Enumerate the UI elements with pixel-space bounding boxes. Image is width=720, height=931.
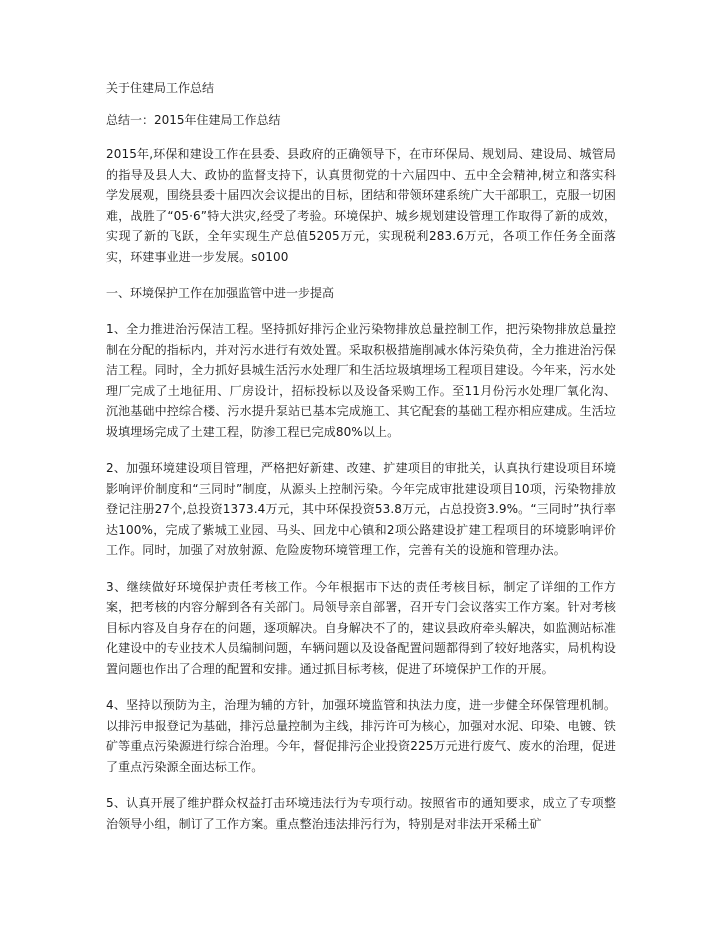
- item-paragraph-4: 4、坚持以预防为主，治理为辅的方针，加强环境监管和执法力度，进一步健全环保管理机制。以排污申报登记为基础，排污总量控制为主线，排污许可为核心，加强对水泥、印染、电镀、铁矿等重点污染源进行综合治理。今年，督促排污企业投资225万元进行废气、废水的治理，促进了重点污染源全面达标工作。: [106, 698, 616, 774]
- item-paragraph-2: 2、加强环境建设项目管理，严格把好新建、改建、扩建项目的审批关，认真执行建设项目环境影响评价制度和“三同时”制度，从源头上控制污染。今年完成审批建设项目10项，污染物排放登记注册27个,总投资1373.4万元，其中环保投资53.8万元，占总投资3.9%。“三同时”执行率达100%，完成了紫城工业园、马头、回龙中心镇和2项公路建设扩建工程项目的环境影响评价工作。同时，加强了对放射源、危险废物环境管理工作，完善有关的设施和管理办法。: [106, 461, 616, 557]
- document-page: [106, 78, 616, 834]
- item-paragraph-3: 3、继续做好环境保护责任考核工作。今年根据市下达的责任考核目标，制定了详细的工作方案，把考核的内容分解到各有关部门。局领导亲自部署，召开专门会议落实工作方案。针对考核目标内容及自身存在的问题，逐项解决。自身解决不了的，建议县政府牵头解决，如监测站标准化建设中的专业技术人员编制问题，车辆问题以及设备配置问题都得到了较好地落实，局机构设置问题也作出了合理的配置和安排。通过抓目标考核，促进了环境保护工作的开展。: [106, 579, 616, 676]
- section-heading-environment: 一、环境保护工作在加强监管中进一步提高: [106, 286, 335, 300]
- item-paragraph-5: 5、认真开展了维护群众权益打击环境违法行为专项行动。按照省市的通知要求，成立了专项整治领导小组，制订了工作方案。重点整治违法排污行为，特别是对非法开采稀土矿: [106, 796, 616, 831]
- item-paragraph-1: 1、全力推进治污保洁工程。坚持抓好排污企业污染物排放总量控制工作，把污染物排放总量控制在分配的指标内，并对污水进行有效处置。采取积极措施削减水体污染负荷，全力推进治污保洁工程。同时，全力抓好县城生活污水处理厂和生活垃圾填埋场工程项目建设。今年来，污水处理厂完成了土地征用、厂房设计，招标投标以及设备采购工作。至11月份污水处理厂氧化沟、沉池基础中控综合楼、污水提升泵站已基本完成施工、其它配套的基础工程亦相应建成。生活垃圾填埋场完成了土建工程，防渗工程已完成80%以上。: [106, 322, 616, 439]
- summary-subtitle: 总结一：2015年住建局工作总结: [106, 113, 281, 127]
- intro-paragraph: 2015年,环保和建设工作在县委、县政府的正确领导下，在市环保局、规划局、建设局、城管局的指导及县人大、政协的监督支持下，认真贯彻党的十六届四中、五中全会精神,树立和落实科学发展观，围绕县委十届四次会议提出的目标，团结和带领环建系统广大干部职工，克服一切困难，战胜了“05·6”特大洪灾,经受了考验。环境保护、城乡规划建设管理工作取得了新的成效，实现了新的飞跃，全年实现生产总值5205万元，实现税利283.6万元，各项工作任务全面落实，环建事业进一步发展。s0100: [106, 147, 616, 264]
- document-title: 关于住建局工作总结: [106, 81, 215, 95]
